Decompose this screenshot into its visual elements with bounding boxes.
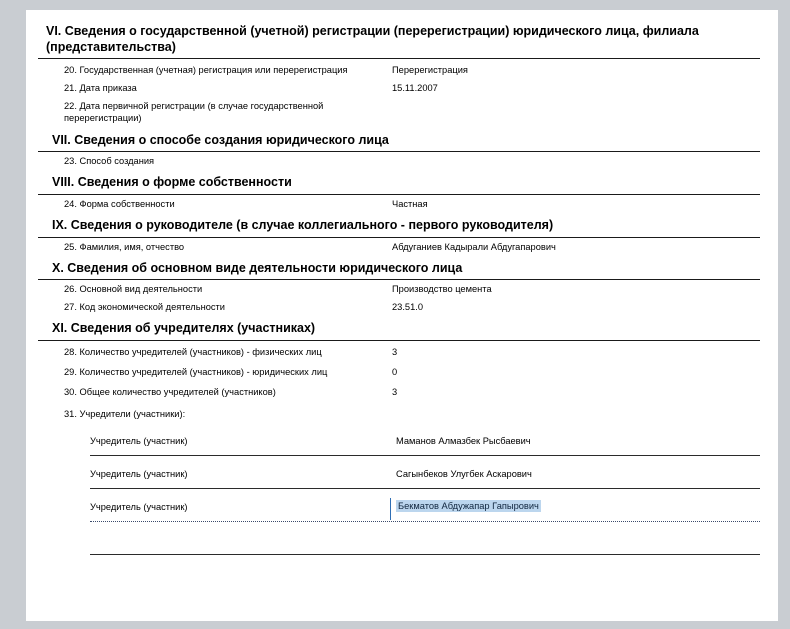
field-row-20 [38, 61, 760, 79]
field-value-21: 15.11.2007 [392, 83, 438, 94]
field-value-26: Производство цемента [392, 284, 492, 295]
field-label-28: 28. Количество учредителей (участников) - физических лиц [64, 347, 322, 358]
founder-label: Учредитель (участник) [90, 436, 188, 447]
founder-underline [90, 554, 760, 555]
text-selection-caret [390, 498, 391, 520]
field-row-30 [38, 383, 760, 401]
field-row-22 [38, 97, 760, 127]
field-row-27 [38, 298, 760, 316]
founder-row[interactable] [38, 522, 760, 555]
founder-row[interactable] [38, 456, 760, 489]
selected-text: Бекматов Абдужапар Гапырович [398, 501, 539, 512]
field-value-25: Абдуганиев Кадырали Абдугапарович [392, 241, 556, 252]
field-label-30: 30. Общее количество учредителей (участников) [64, 387, 276, 398]
founder-row[interactable] [38, 423, 760, 456]
founder-label: Учредитель (участник) [90, 502, 188, 513]
section-heading-vi: VI. Сведения о государственной (учетной) регистрации (перерегистрации) юридического лица, филиала (представительства) [46, 24, 699, 54]
field-value-28: 3 [392, 347, 398, 358]
section-heading-ix: IX. Сведения о руководителе (в случае коллегиального - первого руководителя) [52, 217, 554, 232]
section-heading-x: X. Сведения об основном виде деятельности юридического лица [52, 260, 463, 275]
field-value-29: 0 [392, 367, 398, 378]
field-label-26: 26. Основной вид деятельности [64, 284, 203, 295]
field-row-29 [38, 363, 760, 381]
page-margin-left [0, 0, 26, 629]
field-row-21 [38, 79, 760, 97]
founder-row-selected[interactable] [38, 489, 760, 522]
page-margin-top [0, 0, 790, 10]
field-value-27: 23.51.0 [392, 302, 424, 313]
founder-label: Учредитель (участник) [90, 469, 188, 480]
field-row-24 [38, 195, 760, 213]
field-label-25: 25. Фамилия, имя, отчество [64, 241, 185, 252]
field-label-27: 27. Код экономической деятельности [64, 302, 225, 313]
field-value-24: Частная [392, 198, 428, 209]
field-row-26 [38, 280, 760, 298]
founders-list [38, 423, 760, 555]
section-heading-xi: XI. Сведения об учредителях (участниках) [52, 321, 316, 336]
field-row-23 [38, 152, 760, 170]
field-value-20: Перерегистрация [392, 65, 468, 76]
document-sheet [26, 10, 778, 621]
founders-list-label: 31. Учредители (участники): [64, 409, 186, 420]
field-label-29: 29. Количество учредителей (участников) - юридических лиц [64, 367, 328, 378]
field-label-21: 21. Дата приказа [64, 83, 137, 94]
page-margin-right [778, 0, 790, 629]
page-margin-bottom [0, 621, 790, 629]
section-heading-vii: VII. Сведения о способе создания юридического лица [52, 132, 389, 147]
field-label-20: 20. Государственная (учетная) регистрация или перерегистрация [64, 65, 348, 76]
field-row-28 [38, 343, 760, 361]
section-heading-viii: VIII. Сведения о форме собственности [52, 175, 292, 190]
founder-value: Маманов Алмазбек Рысбаевич [396, 436, 531, 447]
field-label-23: 23. Способ создания [64, 156, 155, 167]
field-label-24: 24. Форма собственности [64, 198, 175, 209]
field-row-25 [38, 238, 760, 256]
founder-value: Сагынбеков Улугбек Аскарович [396, 469, 532, 480]
founder-value-selected [390, 500, 760, 522]
field-value-30: 3 [392, 387, 398, 398]
field-label-22: 22. Дата первичной регистрации (в случае государственной перерегистрации) [64, 101, 324, 124]
